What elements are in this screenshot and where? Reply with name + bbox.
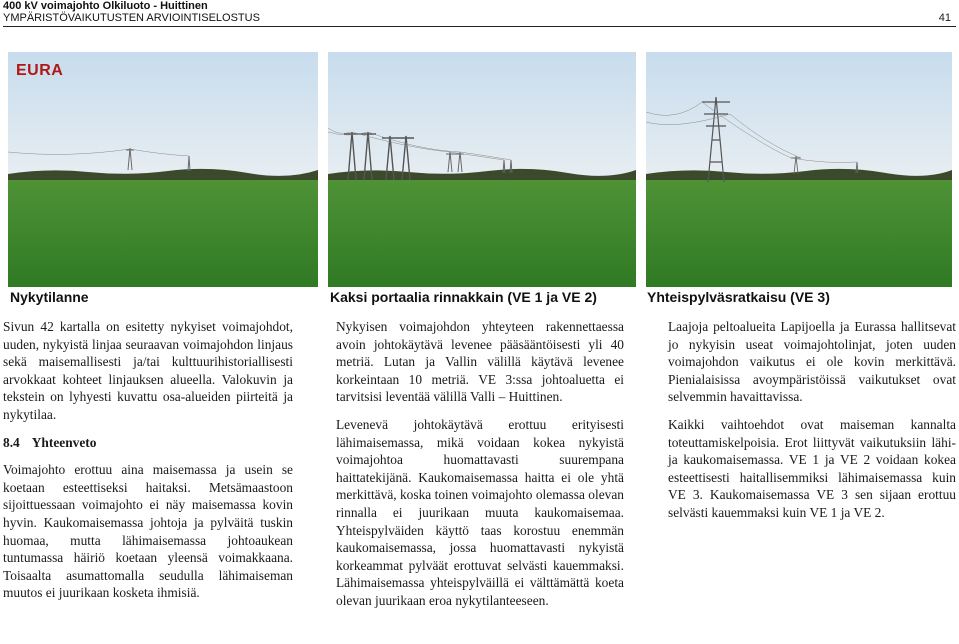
text-column-right xyxy=(668,318,956,532)
paragraph: Laajoja peltoalueita Lapijoella ja Eurassa hallitsevat jo nykyisin useat voimajohtolinjat, joten uuden voimajohdon vaikutus ei ole kovin merkittävä. Pienialaisissa avoympäristöissä vaikutukset ovat selvemmin havaittavissa. xyxy=(668,319,956,405)
page-header xyxy=(3,0,260,24)
photo-two-portals xyxy=(328,52,636,287)
page-number: 41 xyxy=(938,12,951,24)
caption-two-portals: Kaksi portaalia rinnakkain (VE 1 ja VE 2) xyxy=(330,289,597,305)
section-number: 8.4 xyxy=(3,434,20,450)
paragraph: Sivun 42 kartalla on esitetty nykyiset voimajohdot, uuden, nykyistä linjaa seuraavan voimajohdon linjaus sekä maisemallisesti ja/tai kulttuurihistoriallisesti arvokkaat kohteet linjauksen alueella. Valokuvin ja tekstein on lyhyesti kuvattu osa-alueiden piirteitä ja nykytilaa. xyxy=(3,319,293,422)
photo-shared-tower xyxy=(646,52,952,287)
caption-shared-tower: Yhteispylväsratkaisu (VE 3) xyxy=(647,289,830,305)
eura-label: EURA xyxy=(16,62,64,79)
paragraph: Nykyisen voimajohdon yhteyteen rakennettaessa avoin johtokäytävä levenee pääsääntöisesti yli 40 metriä. Lutan ja Vallin välillä käytävä levenee korkeintaan 10 metriä. VE 3:ssa johtoaluetta ei tarvitsisi leventää välillä Valli – Huittinen. xyxy=(336,319,624,405)
photo-current-situation xyxy=(8,52,318,287)
caption-current-situation: Nykytilanne xyxy=(10,289,89,305)
section-title: Yhteenveto xyxy=(31,434,97,450)
paragraph: Voimajohto erottuu aina maisemassa ja usein se koetaan esteettiseksi haitaksi. Metsämaastoon sijoittuessaan voimajohto ei näy maisemassa kovin hyvin. Kaukomaisemassa johtoja ja pylväitä tuskin huomaa, mutta lähimaisemassa johtoaukean tuntumassa häiriö koetaan yleensä voimakkaana. Toisaalta asumattomalla seudulla lähimaiseman muutos ei juurikaan kosketa ihmisiä. xyxy=(3,462,293,601)
header-rule xyxy=(3,26,956,27)
paragraph: Kaikki vaihtoehdot ovat maiseman kannalta toteuttamiskelpoisia. Erot liittyvät vaikutuksiin lähi- ja kaukomaisemassa. VE 1 ja VE 2 voidaan kokea esteettisesti haitallisemmiksi lähimaisemassa kuin VE 3. Kaukomaisemassa VE 3 sen sijaan erottuu selvästi kauemmaksi kuin VE 1 ja VE 2. xyxy=(668,416,956,520)
text-column-middle xyxy=(336,318,624,620)
text-column-left xyxy=(3,318,293,612)
section-heading xyxy=(3,434,293,452)
document-title: 400 kV voimajohto Olkiluoto - Huittinen xyxy=(3,0,208,12)
document-subtitle: YMPÄRISTÖVAIKUTUSTEN ARVIOINTISELOSTUS xyxy=(3,12,260,24)
paragraph: Levenevä johtokäytävä erottuu erityisesti lähimaisemassa, mikä voidaan kokea nykyistä voimajohtoa huomattavasti suurempana haittatekijänä. Kaukomaisemassa haitta ei ole yhtä merkittävä, koska toinen voimajohto olemassa olevan rinnalla ei juurikaan muuta kaukomaisemaa. Yhteispylväiden käyttö taas korostuu enemmän kaukomaisemassa, jossa huomattavasti nykyistä korkeammat pylväät erottuvat selvästi kauemmaksi. Lähimaisemassa yhteispylväillä ei välttämättä koeta olevan juurikaan eroa nykytilanteeseen. xyxy=(336,416,624,608)
